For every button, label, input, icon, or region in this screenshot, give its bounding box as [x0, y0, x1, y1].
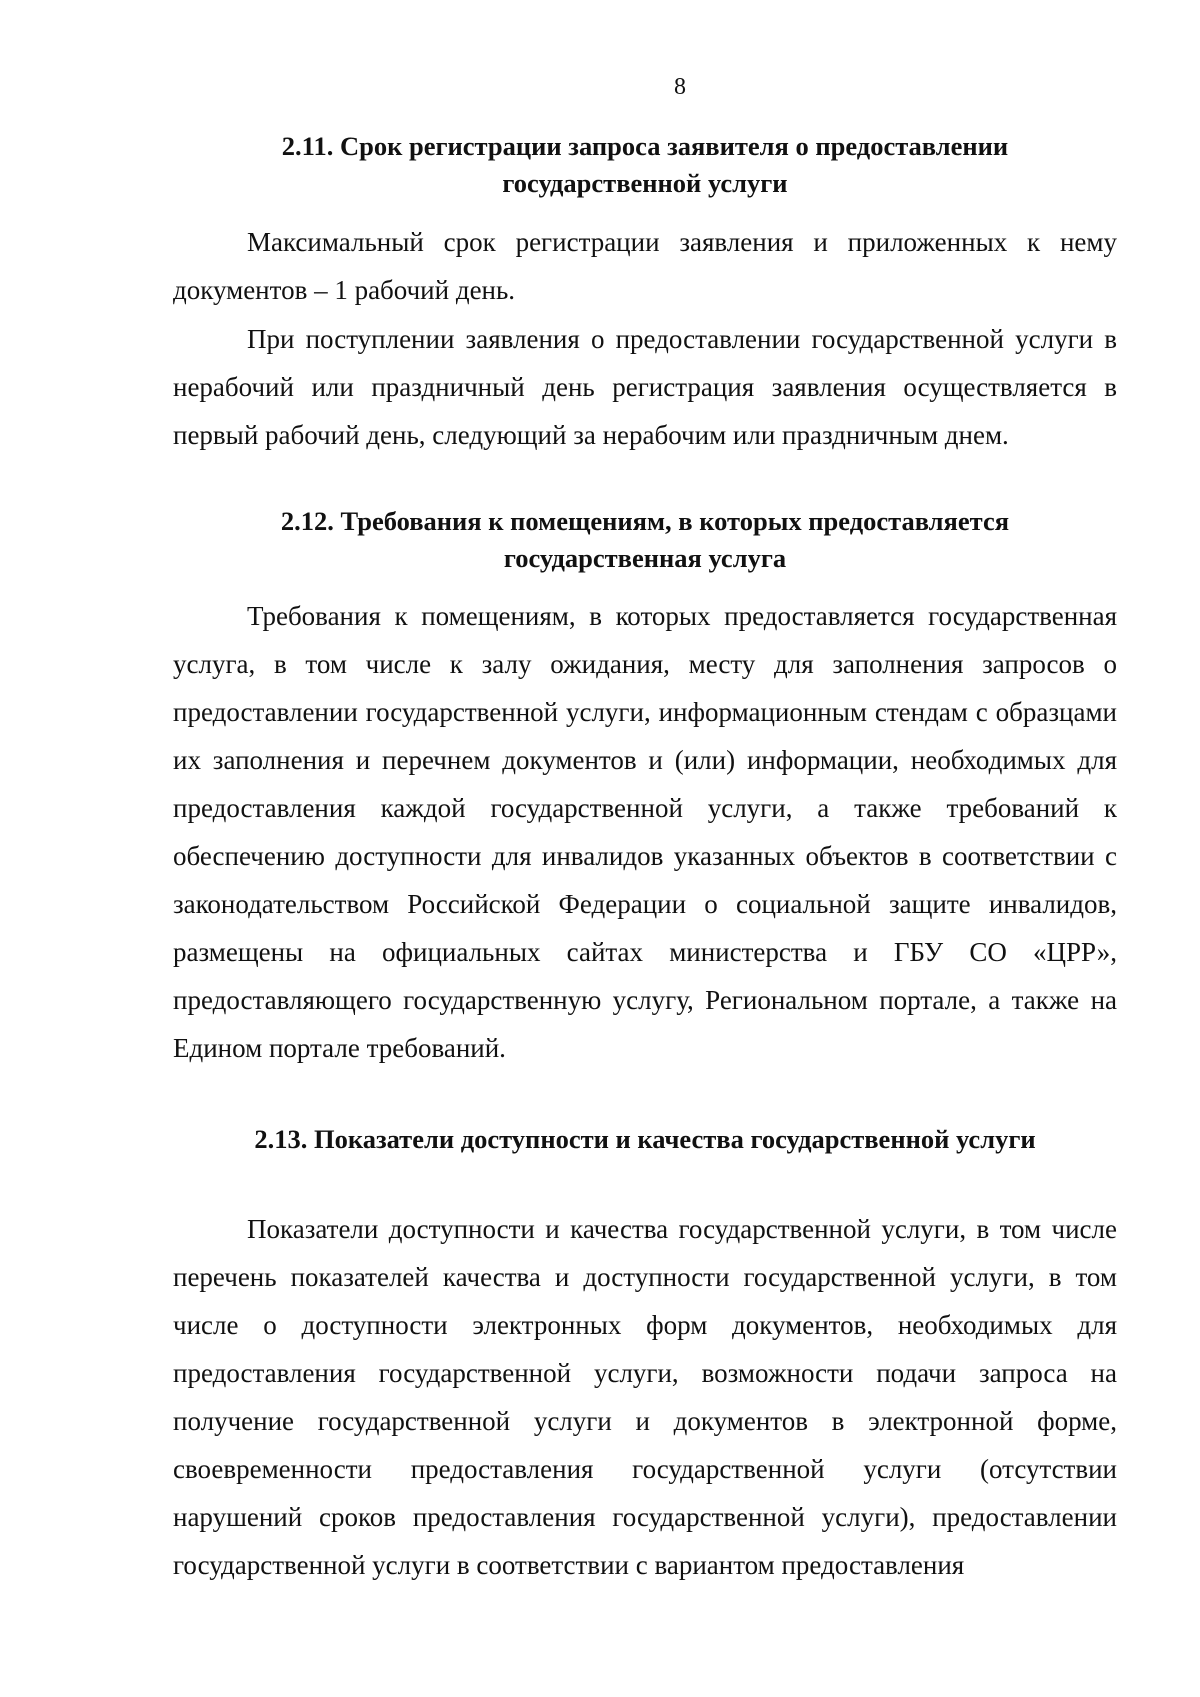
page-number: 8	[674, 74, 686, 100]
section-2-12-paragraph-1: Требования к помещениям, в которых предоставляется государственная услуга, в том числе к залу ожидания, месту для заполнения запросов о предоставлении государственной услуги, информационным стендам с образцами их заполнения и перечнем документов и (или) информации, необходимых для предоставления каждой государственной услуги, а также требований к обеспечению доступности для инвалидов указанных объектов в соответствии с законодательством Российской Федерации о социальной защите инвалидов, размещены на официальных сайтах министерства и ГБУ СО «ЦРР», предоставляющего государственную услугу, Региональном портале, а также на Едином портале требований.	[173, 601, 1117, 1063]
section-2-12-heading	[173, 503, 1117, 577]
section-2-12-heading-line1: 2.12. Требования к помещениям, в которых предоставляется	[280, 506, 1010, 536]
section-2-11-paragraph-1: Максимальный срок регистрации заявления и приложенных к нему документов – 1 рабочий день.	[173, 227, 1117, 305]
section-2-11-heading	[173, 128, 1117, 202]
section-2-13-paragraph-1: Показатели доступности и качества государственной услуги, в том числе перечень показателей качества и доступности государственной услуги, в том числе о доступности электронных форм документов, необходимых для предоставления государственной услуги, возможности подачи запроса на получение государственной услуги и документов в электронной форме, своевременности предоставления государственной услуги (отсутствии нарушений сроков предоставления государственной услуги), предоставлении государственной услуги в соответствии с вариантом предоставления	[173, 1214, 1117, 1580]
section-2-11-heading-line1: 2.11. Срок регистрации запроса заявителя о предоставлении	[281, 131, 1009, 161]
section-2-11-heading-line2: государственной услуги	[502, 168, 788, 198]
section-2-12-heading-line2: государственная услуга	[503, 543, 787, 573]
section-2-11-paragraph-2: При поступлении заявления о предоставлении государственной услуги в нерабочий или праздничный день регистрация заявления осуществляется в первый рабочий день, следующий за нерабочим или праздничным днем.	[173, 324, 1117, 450]
section-2-13-heading-line1: 2.13. Показатели доступности и качества государственной услуги	[254, 1124, 1036, 1154]
section-2-13-heading	[173, 1121, 1117, 1158]
